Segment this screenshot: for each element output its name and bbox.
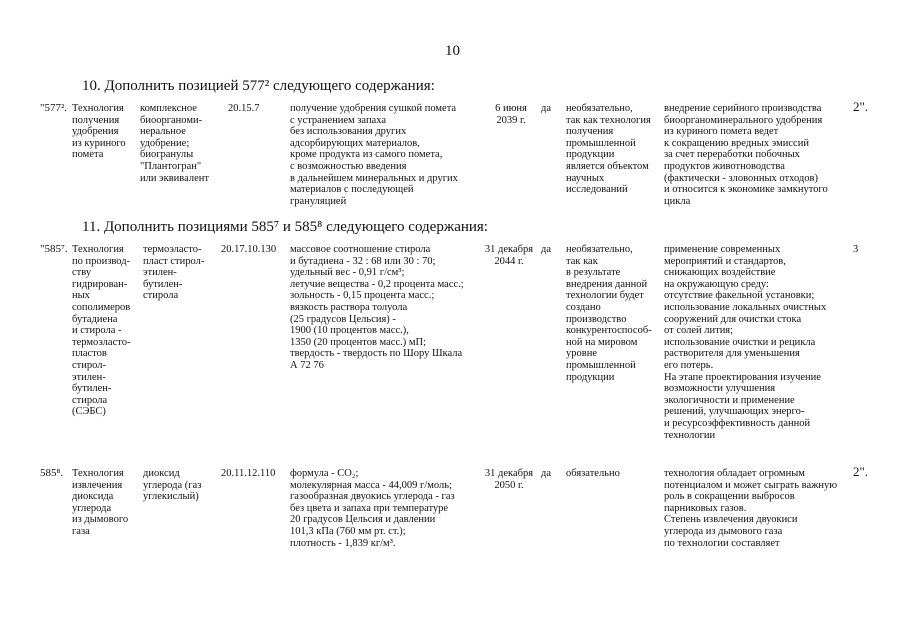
characteristics-cell: получение удобрения сушкой помета с устранением запаха без использования других адсорбирующих материалов, кроме продукта из самого помета, с возможностью введения в дальнейшем минеральных и других материалов с последующей грануляцией	[290, 103, 458, 207]
date-cell: 31 декабря 2050 г.	[484, 468, 534, 491]
code-cell: 20.17.10.130	[221, 244, 277, 255]
flag-cell: да	[541, 468, 552, 479]
mandatory-cell: необязательно, так как технология получения промышленной продукции является объектом научных исследований	[566, 103, 651, 196]
technology-cell: Технология по производ- ству гидрирован- ных сополимеров бутадиена и стирола - термоэласто- пластов стирол- этилен- бутилен- стирола (СЭБС)	[72, 244, 131, 418]
technology-cell: Технология получения удобрения из куриного помета	[72, 103, 126, 161]
position-number: 585⁸.	[40, 467, 64, 479]
product-cell: диоксид углерода (газ углекислый)	[143, 468, 202, 503]
code-cell: 20.11.12.110	[221, 468, 276, 479]
section-heading-10: 10. Дополнить позицией 577² следующего содержания:	[82, 78, 435, 94]
product-cell: комплексное биоорганоми- неральное удобрение; биогранулы "Плантогран" или эквивалент	[140, 103, 209, 184]
position-number: "577².	[40, 102, 68, 114]
mandatory-cell: необязательно, так как в результате внедрения данной технологии будет создано производство конкурентоспособ- ной на мировом уровне промышленной продукции	[566, 244, 652, 383]
effect-cell: применение современных мероприятий и стандартов, снижающих воздействие на окружающую среду: отсутствие факельной установки; использование локальных очистных сооружений для очистки стока от солей лития; использование очистки и рецикла растворителя для уменьшения его потерь. На этапе проектирования изучение возможности улучшения экологичности и применение решений, улучшающих энерго- и ресурсоэффективность данной технологии	[664, 244, 827, 441]
characteristics-cell: формула - CO₂; молекулярная масса - 44,009 г/моль; газообразная двуокись углерода - газ без цвета и запаха при температуре 20 градусов Цельсия и давлении 101,3 кПа (760 мм рт. ст.); плотность - 1,839 кг/м³.	[290, 468, 455, 549]
mandatory-cell: обязательно	[566, 468, 620, 479]
flag-cell: да	[541, 244, 552, 255]
date-cell: 6 июня 2039 г.	[495, 103, 527, 126]
technology-cell: Технология извлечения диоксида углерода из дымового газа	[72, 468, 129, 537]
effect-cell: внедрение серийного производства биоорганоминерального удобрения из куриного помета ведет к сокращению вредных эмиссий за счет переработки побочных продуктов животноводства (фактически - зловонных отходов) и относится к экономике замкнутого цикла	[664, 103, 828, 207]
row-end-mark: 3	[853, 244, 859, 255]
row-end-mark: 2".	[853, 464, 869, 479]
page-number: 10	[445, 43, 460, 59]
code-cell: 20.15.7	[228, 103, 260, 114]
section-heading-11: 11. Дополнить позициями 585⁷ и 585⁸ следующего содержания:	[82, 219, 488, 235]
characteristics-cell: массовое соотношение стирола и бутадиена - 32 : 68 или 30 : 70; удельный вес - 0,91 г/см³; летучие вещества - 0,2 процента масс.; зольность - 0,15 процента масс.; вязкость раствора толуола (25 градусов Цельсия) - 1900 (10 процентов масс.), 1350 (20 процентов масс.) мП; твердость - твердость по Шору Шкала А 72 76	[290, 244, 464, 371]
date-cell: 31 декабря 2044 г.	[484, 244, 534, 267]
flag-cell: да	[541, 103, 552, 114]
position-number: "585⁷.	[40, 243, 68, 255]
row-end-mark: 2".	[853, 99, 869, 114]
effect-cell: технология обладает огромным потенциалом и может сыграть важную роль в сокращении выбросов парниковых газов. Степень извлечения двуокиси углерода из дымового газа по технологии составляет	[664, 468, 838, 549]
product-cell: термоэласто- пласт стирол- этилен- бутилен- стирола	[143, 244, 205, 302]
